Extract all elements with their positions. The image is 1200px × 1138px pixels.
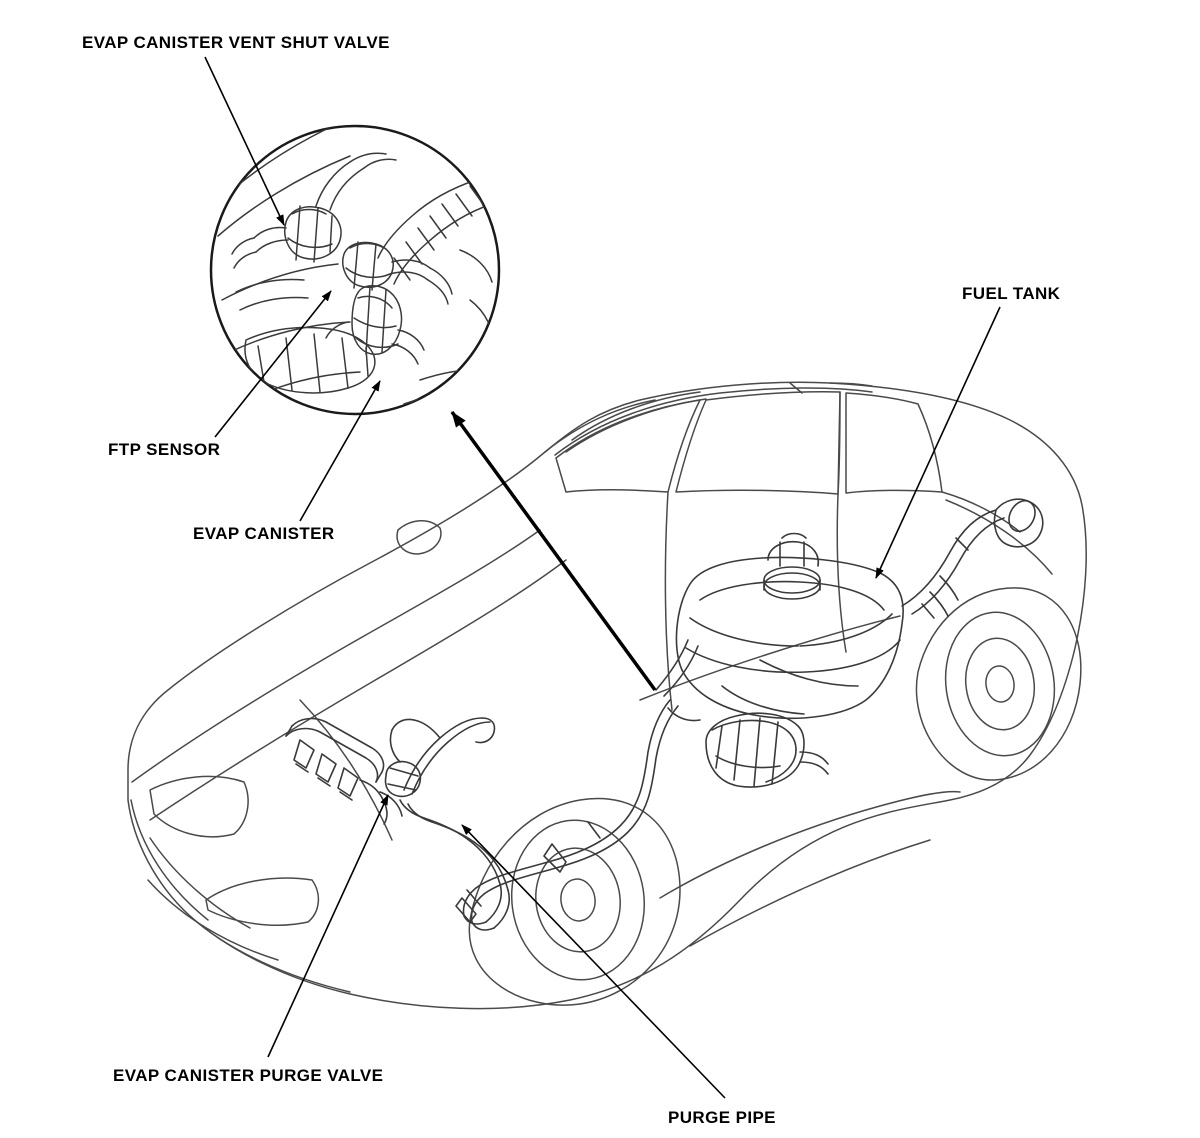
leader-evap-canister-purge-valve (268, 795, 388, 1057)
evap-system-components (286, 496, 1043, 930)
label-evap-canister-vent-shut-valve: EVAP CANISTER VENT SHUT VALVE (82, 33, 390, 52)
vehicle-outline (128, 382, 1086, 1008)
label-purge-pipe: PURGE PIPE (668, 1108, 776, 1127)
detail-circle-inset (211, 100, 655, 690)
label-evap-canister-purge-valve: EVAP CANISTER PURGE VALVE (113, 1066, 384, 1085)
label-fuel-tank: FUEL TANK (962, 284, 1061, 303)
leader-fuel-tank (876, 307, 1000, 578)
label-ftp-sensor: FTP SENSOR (108, 440, 221, 459)
leader-purge-pipe (462, 825, 725, 1098)
label-evap-canister: EVAP CANISTER (193, 524, 335, 543)
